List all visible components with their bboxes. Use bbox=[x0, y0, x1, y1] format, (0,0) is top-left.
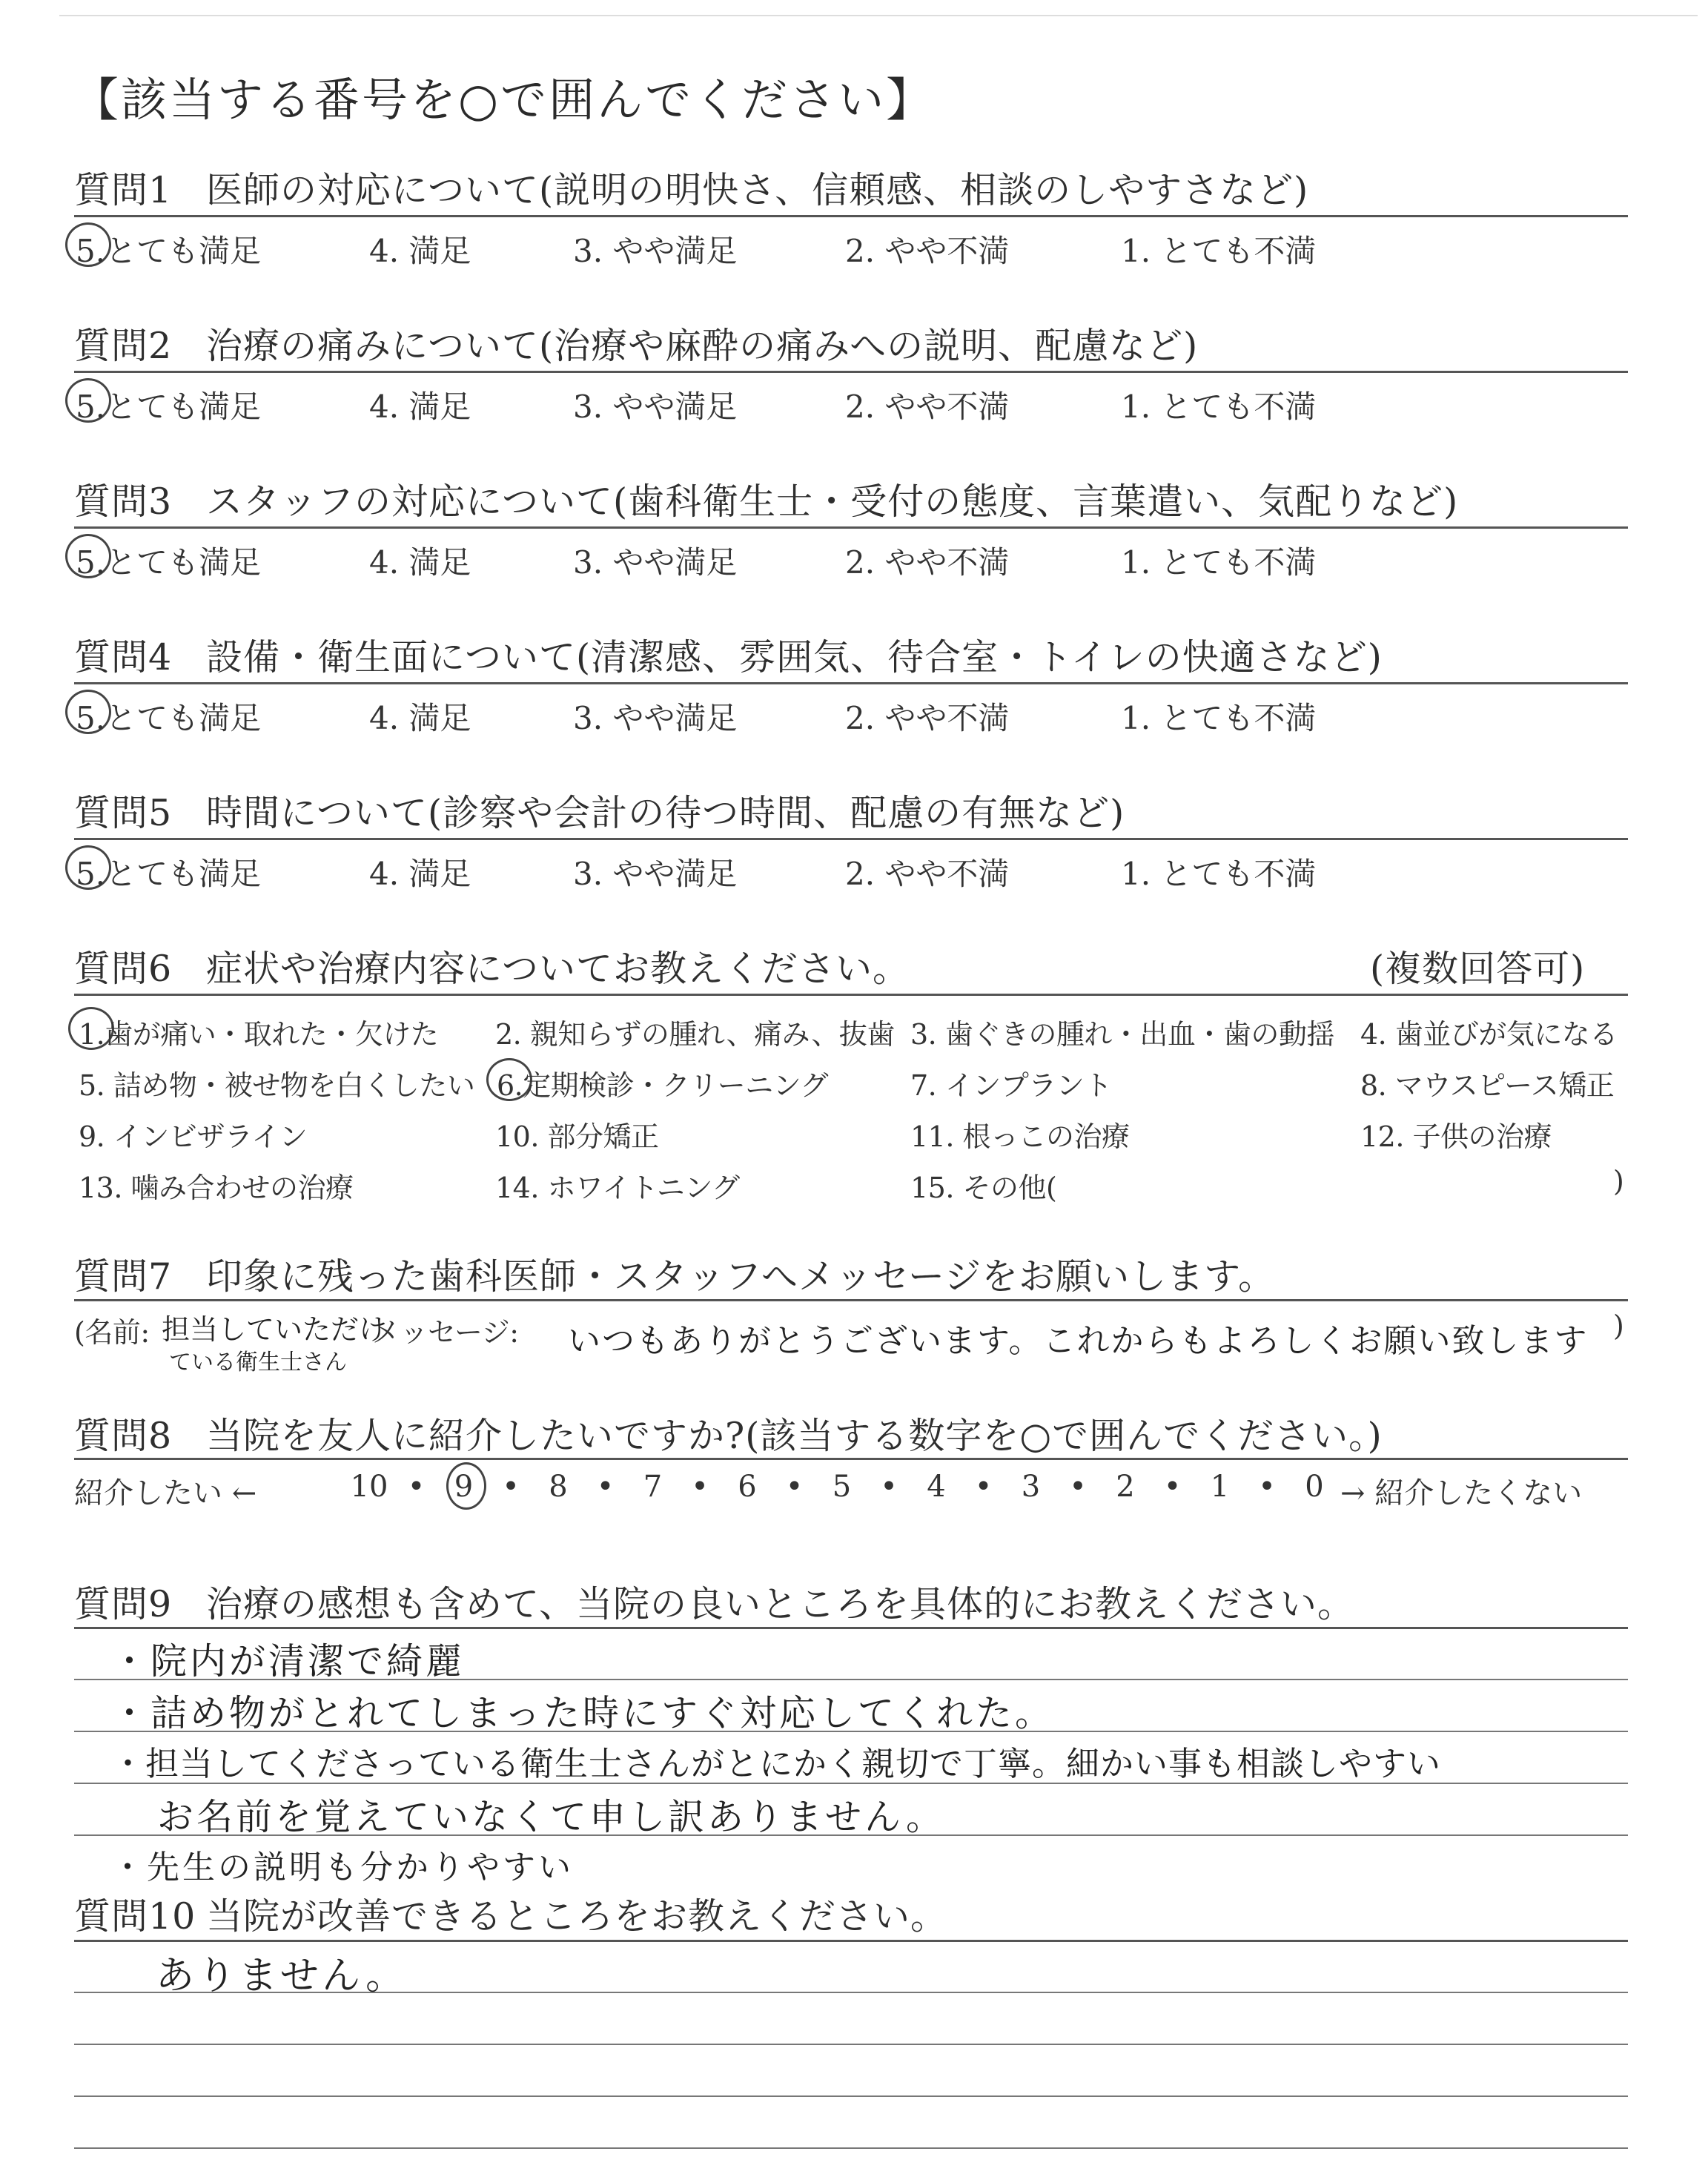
q1-text: 医師の対応について(説明の明快さ、信頼感、相談のしやすさなど) bbox=[206, 169, 1309, 211]
q8-scale-separator: • bbox=[1163, 1470, 1182, 1504]
q10-rule-2 bbox=[74, 2044, 1628, 2045]
q1-option-2[interactable]: 2. やや不満 bbox=[845, 233, 1010, 269]
q8-left-label: 紹介したい ← bbox=[74, 1476, 257, 1510]
q4-option-3[interactable]: 3. やや満足 bbox=[573, 700, 738, 736]
q3-rule bbox=[74, 526, 1628, 529]
q5-option-5[interactable]: 5.とても満足 bbox=[76, 856, 262, 892]
q6-option-1[interactable]: 1.歯が痛い・取れた・欠けた bbox=[79, 1018, 439, 1051]
q9-answer-2[interactable]: ・詰め物がとれてしまった時にすぐ対応してくれた。 bbox=[111, 1692, 1055, 1734]
q10-label: 質問10 bbox=[74, 1895, 196, 1938]
q6-option-6[interactable]: 6.定期検診・クリーニング bbox=[497, 1069, 828, 1102]
q1-option-5[interactable]: 5.とても満足 bbox=[76, 233, 262, 269]
q2-option-3[interactable]: 3. やや満足 bbox=[573, 389, 738, 425]
q5-option-3[interactable]: 3. やや満足 bbox=[573, 856, 738, 892]
q6-label: 質問6 bbox=[74, 948, 173, 990]
q4-text: 設備・衛生面について(清潔感、雰囲気、待合室・トイレの快適さなど) bbox=[206, 636, 1383, 678]
q6-option-4[interactable]: 4. 歯並びが気になる bbox=[1360, 1018, 1618, 1051]
q8-scale-separator: • bbox=[596, 1470, 615, 1504]
q7-text: 印象に残った歯科医師・スタッフへメッセージをお願いします。 bbox=[206, 1255, 1276, 1298]
q6-option-10[interactable]: 10. 部分矯正 bbox=[495, 1120, 659, 1153]
q1-label: 質問1 bbox=[74, 169, 173, 211]
q8-scale-separator: • bbox=[691, 1470, 709, 1504]
q7-name-value-2[interactable]: ている衛生士さん bbox=[169, 1350, 347, 1375]
q8-selected-circle bbox=[446, 1462, 486, 1510]
q4-rule bbox=[74, 682, 1628, 684]
q8-scale-separator: • bbox=[1069, 1470, 1087, 1504]
q6-text: 症状や治療内容についてお教えください。 bbox=[206, 948, 910, 990]
q8-scale-separator: • bbox=[974, 1470, 993, 1504]
page-heading: 【該当する番号を○で囲んでください】 bbox=[73, 73, 935, 127]
q6-option-7[interactable]: 7. インプラント bbox=[910, 1069, 1112, 1102]
q2-rule bbox=[74, 371, 1628, 373]
q9-answer-4[interactable]: お名前を覚えていなくて申し訳ありません。 bbox=[157, 1796, 945, 1838]
q9-answer-1[interactable]: ・院内が清潔で綺麗 bbox=[111, 1640, 466, 1682]
q8-scale-10[interactable]: 10 bbox=[350, 1470, 388, 1504]
q8-scale-separator: • bbox=[880, 1470, 898, 1504]
q7-message-value[interactable]: いつもありがとうございます。これからもよろしくお願い致します bbox=[568, 1322, 1589, 1360]
q7-name-value-1[interactable]: 担当していただけ bbox=[162, 1313, 388, 1346]
q6-option-15-close: ) bbox=[1613, 1165, 1624, 1198]
q1-option-1[interactable]: 1. とても不満 bbox=[1121, 233, 1317, 269]
q4-option-5[interactable]: 5.とても満足 bbox=[76, 700, 262, 736]
q10-rule-0 bbox=[74, 1940, 1628, 1942]
q8-scale-8[interactable]: 8 bbox=[549, 1470, 568, 1504]
q3-option-5[interactable]: 5.とても満足 bbox=[76, 544, 262, 581]
q6-option-3[interactable]: 3. 歯ぐきの腫れ・出血・歯の動揺 bbox=[910, 1018, 1334, 1051]
q9-label: 質問9 bbox=[74, 1583, 173, 1625]
q6-option-14[interactable]: 14. ホワイトニング bbox=[495, 1172, 740, 1204]
q2-option-2[interactable]: 2. やや不満 bbox=[845, 389, 1010, 425]
q8-scale-3[interactable]: 3 bbox=[1021, 1470, 1041, 1504]
q2-option-1[interactable]: 1. とても不満 bbox=[1121, 389, 1317, 425]
q5-text: 時間について(診察や会計の待つ時間、配慮の有無など) bbox=[206, 792, 1125, 834]
q4-label: 質問4 bbox=[74, 636, 173, 678]
q6-option-12[interactable]: 12. 子供の治療 bbox=[1360, 1120, 1552, 1153]
q7-message-label: メッセージ: bbox=[372, 1316, 519, 1349]
q7-close-paren: ) bbox=[1613, 1309, 1624, 1342]
q3-option-3[interactable]: 3. やや満足 bbox=[573, 544, 738, 581]
q8-scale-6[interactable]: 6 bbox=[738, 1470, 757, 1504]
q9-rule-0 bbox=[74, 1627, 1628, 1629]
q1-rule bbox=[74, 215, 1628, 217]
q8-scale-9[interactable]: 9 bbox=[454, 1470, 474, 1504]
q8-scale-separator: • bbox=[1258, 1470, 1276, 1504]
q2-option-4[interactable]: 4. 満足 bbox=[369, 389, 471, 425]
q4-option-4[interactable]: 4. 満足 bbox=[369, 700, 471, 736]
q6-option-2[interactable]: 2. 親知らずの腫れ、痛み、抜歯 bbox=[495, 1018, 895, 1051]
q5-label: 質問5 bbox=[74, 792, 173, 834]
q3-label: 質問3 bbox=[74, 480, 173, 523]
q3-option-2[interactable]: 2. やや不満 bbox=[845, 544, 1010, 581]
q6-rule bbox=[74, 994, 1628, 996]
q7-name-label: (名前: bbox=[74, 1316, 150, 1349]
q2-option-5[interactable]: 5.とても満足 bbox=[76, 389, 262, 425]
q8-label: 質問8 bbox=[74, 1415, 173, 1457]
q10-rule-3 bbox=[74, 2095, 1628, 2097]
q9-text: 治療の感想も含めて、当院の良いところを具体的にお教えください。 bbox=[206, 1583, 1355, 1625]
q3-option-4[interactable]: 4. 満足 bbox=[369, 544, 471, 581]
q3-option-1[interactable]: 1. とても不満 bbox=[1121, 544, 1317, 581]
q10-text: 当院が改善できるところをお教えください。 bbox=[206, 1895, 948, 1938]
q5-option-1[interactable]: 1. とても不満 bbox=[1121, 856, 1317, 892]
q6-option-8[interactable]: 8. マウスピース矯正 bbox=[1360, 1069, 1615, 1102]
q8-rule bbox=[74, 1458, 1628, 1460]
q2-text: 治療の痛みについて(治療や麻酔の痛みへの説明、配慮など) bbox=[206, 325, 1199, 367]
q5-option-2[interactable]: 2. やや不満 bbox=[845, 856, 1010, 892]
q7-label: 質問7 bbox=[74, 1255, 173, 1298]
q9-answer-3[interactable]: ・担当してくださっている衛生士さんがとにかく親切で丁寧。細かい事も相談しやすい bbox=[111, 1744, 1442, 1783]
q6-option-13[interactable]: 13. 噛み合わせの治療 bbox=[79, 1172, 354, 1204]
q6-option-15[interactable]: 15. その他( bbox=[910, 1172, 1057, 1204]
q5-rule bbox=[74, 838, 1628, 840]
q8-scale-5[interactable]: 5 bbox=[832, 1470, 852, 1504]
q8-right-label: → 紹介したくない bbox=[1340, 1476, 1583, 1510]
q2-label: 質問2 bbox=[74, 325, 173, 367]
q8-scale-1[interactable]: 1 bbox=[1210, 1470, 1230, 1504]
q10-answer[interactable]: ありません。 bbox=[156, 1954, 408, 1998]
q6-option-11[interactable]: 11. 根っこの治療 bbox=[910, 1120, 1130, 1153]
q10-rule-4 bbox=[74, 2147, 1628, 2149]
q8-scale-4[interactable]: 4 bbox=[927, 1470, 946, 1504]
q8-text: 当院を友人に紹介したいですか?(該当する数字を○で囲んでください。) bbox=[206, 1415, 1383, 1457]
q8-scale-2[interactable]: 2 bbox=[1116, 1470, 1135, 1504]
q8-scale-0[interactable]: 0 bbox=[1305, 1470, 1324, 1504]
q8-scale-separator: • bbox=[785, 1470, 804, 1504]
q8-scale-separator: • bbox=[407, 1470, 426, 1504]
q3-text: スタッフの対応について(歯科衛生士・受付の態度、言葉遣い、気配りなど) bbox=[206, 480, 1459, 523]
q8-scale-separator: • bbox=[502, 1470, 520, 1504]
q5-option-4[interactable]: 4. 満足 bbox=[369, 856, 471, 892]
q9-answer-5[interactable]: ・先生の説明も分かりやすい bbox=[111, 1849, 574, 1886]
q6-option-9[interactable]: 9. インビザライン bbox=[79, 1120, 308, 1153]
q8-scale-7[interactable]: 7 bbox=[643, 1470, 663, 1504]
q7-rule bbox=[74, 1299, 1628, 1301]
q1-option-3[interactable]: 3. やや満足 bbox=[573, 233, 738, 269]
q1-option-4[interactable]: 4. 満足 bbox=[369, 233, 471, 269]
top-border bbox=[59, 15, 1698, 16]
q4-option-2[interactable]: 2. やや不満 bbox=[845, 700, 1010, 736]
q4-option-1[interactable]: 1. とても不満 bbox=[1121, 700, 1317, 736]
q6-note: (複数回答可) bbox=[1370, 948, 1586, 990]
q6-option-5[interactable]: 5. 詰め物・被せ物を白くしたい bbox=[79, 1069, 475, 1102]
